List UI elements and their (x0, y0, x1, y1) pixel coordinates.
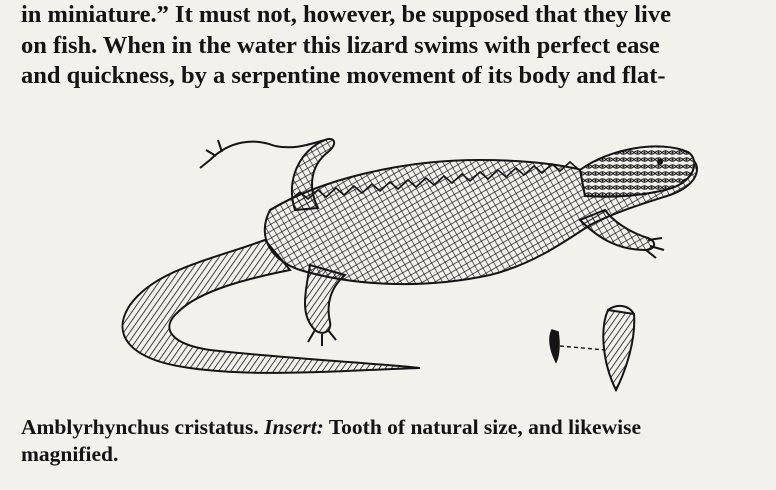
caption-text-line-1: Tooth of natural size, and likewise (323, 415, 641, 439)
caption-insert-label: Insert: (264, 415, 324, 439)
body-paragraph (21, 0, 766, 92)
body-line-1: in miniature.” It must not, however, be supposed that they live (21, 1, 671, 28)
caption-text-line-2: magnified. (21, 442, 119, 466)
lizard-right-leg (580, 210, 654, 250)
lizard-front-claws (200, 140, 275, 168)
lizard-engraving (60, 100, 760, 400)
tooth-natural-size (550, 330, 559, 362)
lizard-hind-leg (305, 265, 345, 333)
figure-illustration (60, 100, 760, 400)
body-line-2: on fish. When in the water this lizard swims with perfect ease (21, 31, 660, 59)
lizard-eye (657, 159, 663, 165)
tooth-magnified (603, 310, 634, 390)
figure-caption (21, 414, 766, 468)
caption-species: Amblyrhynchus cristatus. (21, 415, 259, 439)
tooth-insert (550, 306, 634, 390)
tooth-connector (560, 346, 605, 350)
body-line-3: and quickness, by a serpentine movement of its body and flat- (21, 62, 666, 89)
